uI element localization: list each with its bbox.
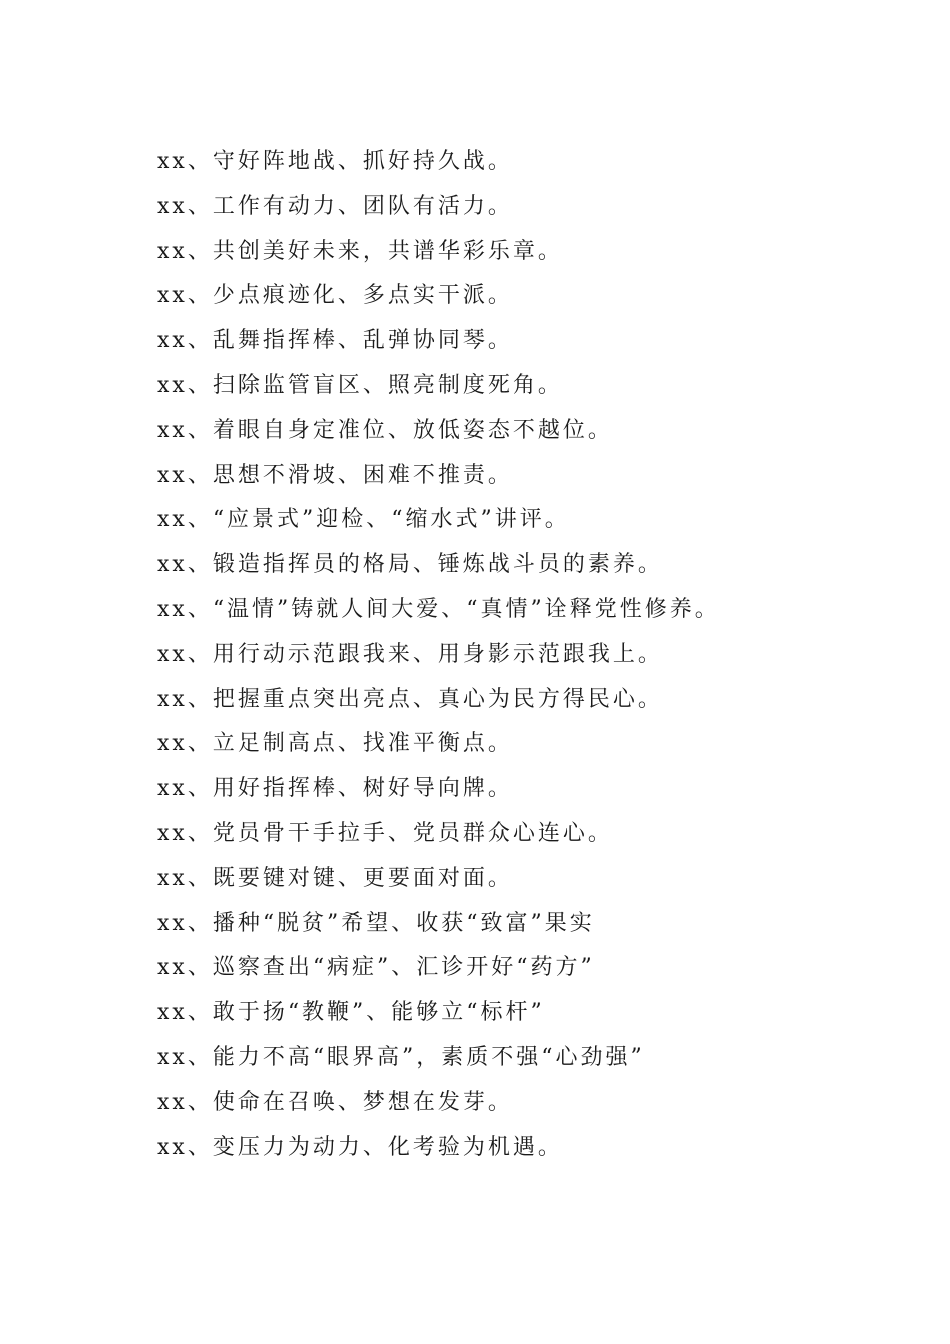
slogan-line-19: xx、巡察查出“病症”、汇诊开好“药方” [157, 955, 595, 981]
slogan-line-13: xx、把握重点突出亮点、真心为民方得民心。 [157, 686, 663, 712]
slogan-line-3: xx、共创美好未来，共谱华彩乐章。 [157, 238, 563, 264]
slogan-line-1: xx、守好阵地战、抓好持久战。 [157, 149, 513, 174]
slogan-line-15: xx、用好指挥棒、树好导向牌。 [157, 776, 513, 802]
slogan-line-17: xx、既要键对键、更要面对面。 [157, 865, 513, 891]
slogan-line-20: xx、敢于扬“教鞭”、能够立“标杆” [157, 1000, 545, 1026]
slogan-line-22: xx、使命在召唤、梦想在发芽。 [157, 1089, 513, 1115]
slogan-line-7: xx、着眼自身定准位、放低姿态不越位。 [157, 417, 613, 443]
slogan-line-5: xx、乱舞指挥棒、乱弹协同琴。 [157, 328, 513, 354]
slogan-line-6: xx、扫除监管盲区、照亮制度死角。 [157, 372, 563, 398]
slogan-line-16: xx、党员骨干手拉手、党员群众心连心。 [157, 820, 613, 846]
slogan-line-18: xx、播种“脱贫”希望、收获“致富”果实 [157, 910, 595, 936]
slogan-line-21: xx、能力不高“眼界高”，素质不强“心劲强” [157, 1044, 645, 1070]
slogan-line-4: xx、少点痕迹化、多点实干派。 [157, 283, 513, 309]
slogan-line-8: xx、思想不滑坡、困难不推责。 [157, 462, 513, 488]
slogan-line-23: xx、变压力为动力、化考验为机遇。 [157, 1134, 563, 1160]
slogan-line-9: xx、“应景式”迎检、“缩水式”讲评。 [157, 507, 570, 533]
slogan-line-12: xx、用行动示范跟我来、用身影示范跟我上。 [157, 641, 663, 667]
slogan-line-14: xx、立足制高点、找准平衡点。 [157, 731, 513, 757]
slogan-list [157, 140, 917, 1170]
slogan-line-11: xx、“温情”铸就人间大爱、“真情”诠释党性修养。 [157, 596, 720, 622]
slogan-line-10: xx、锻造指挥员的格局、锤炼战斗员的素养。 [157, 552, 663, 578]
slogan-line-2: xx、工作有动力、团队有活力。 [157, 193, 513, 219]
